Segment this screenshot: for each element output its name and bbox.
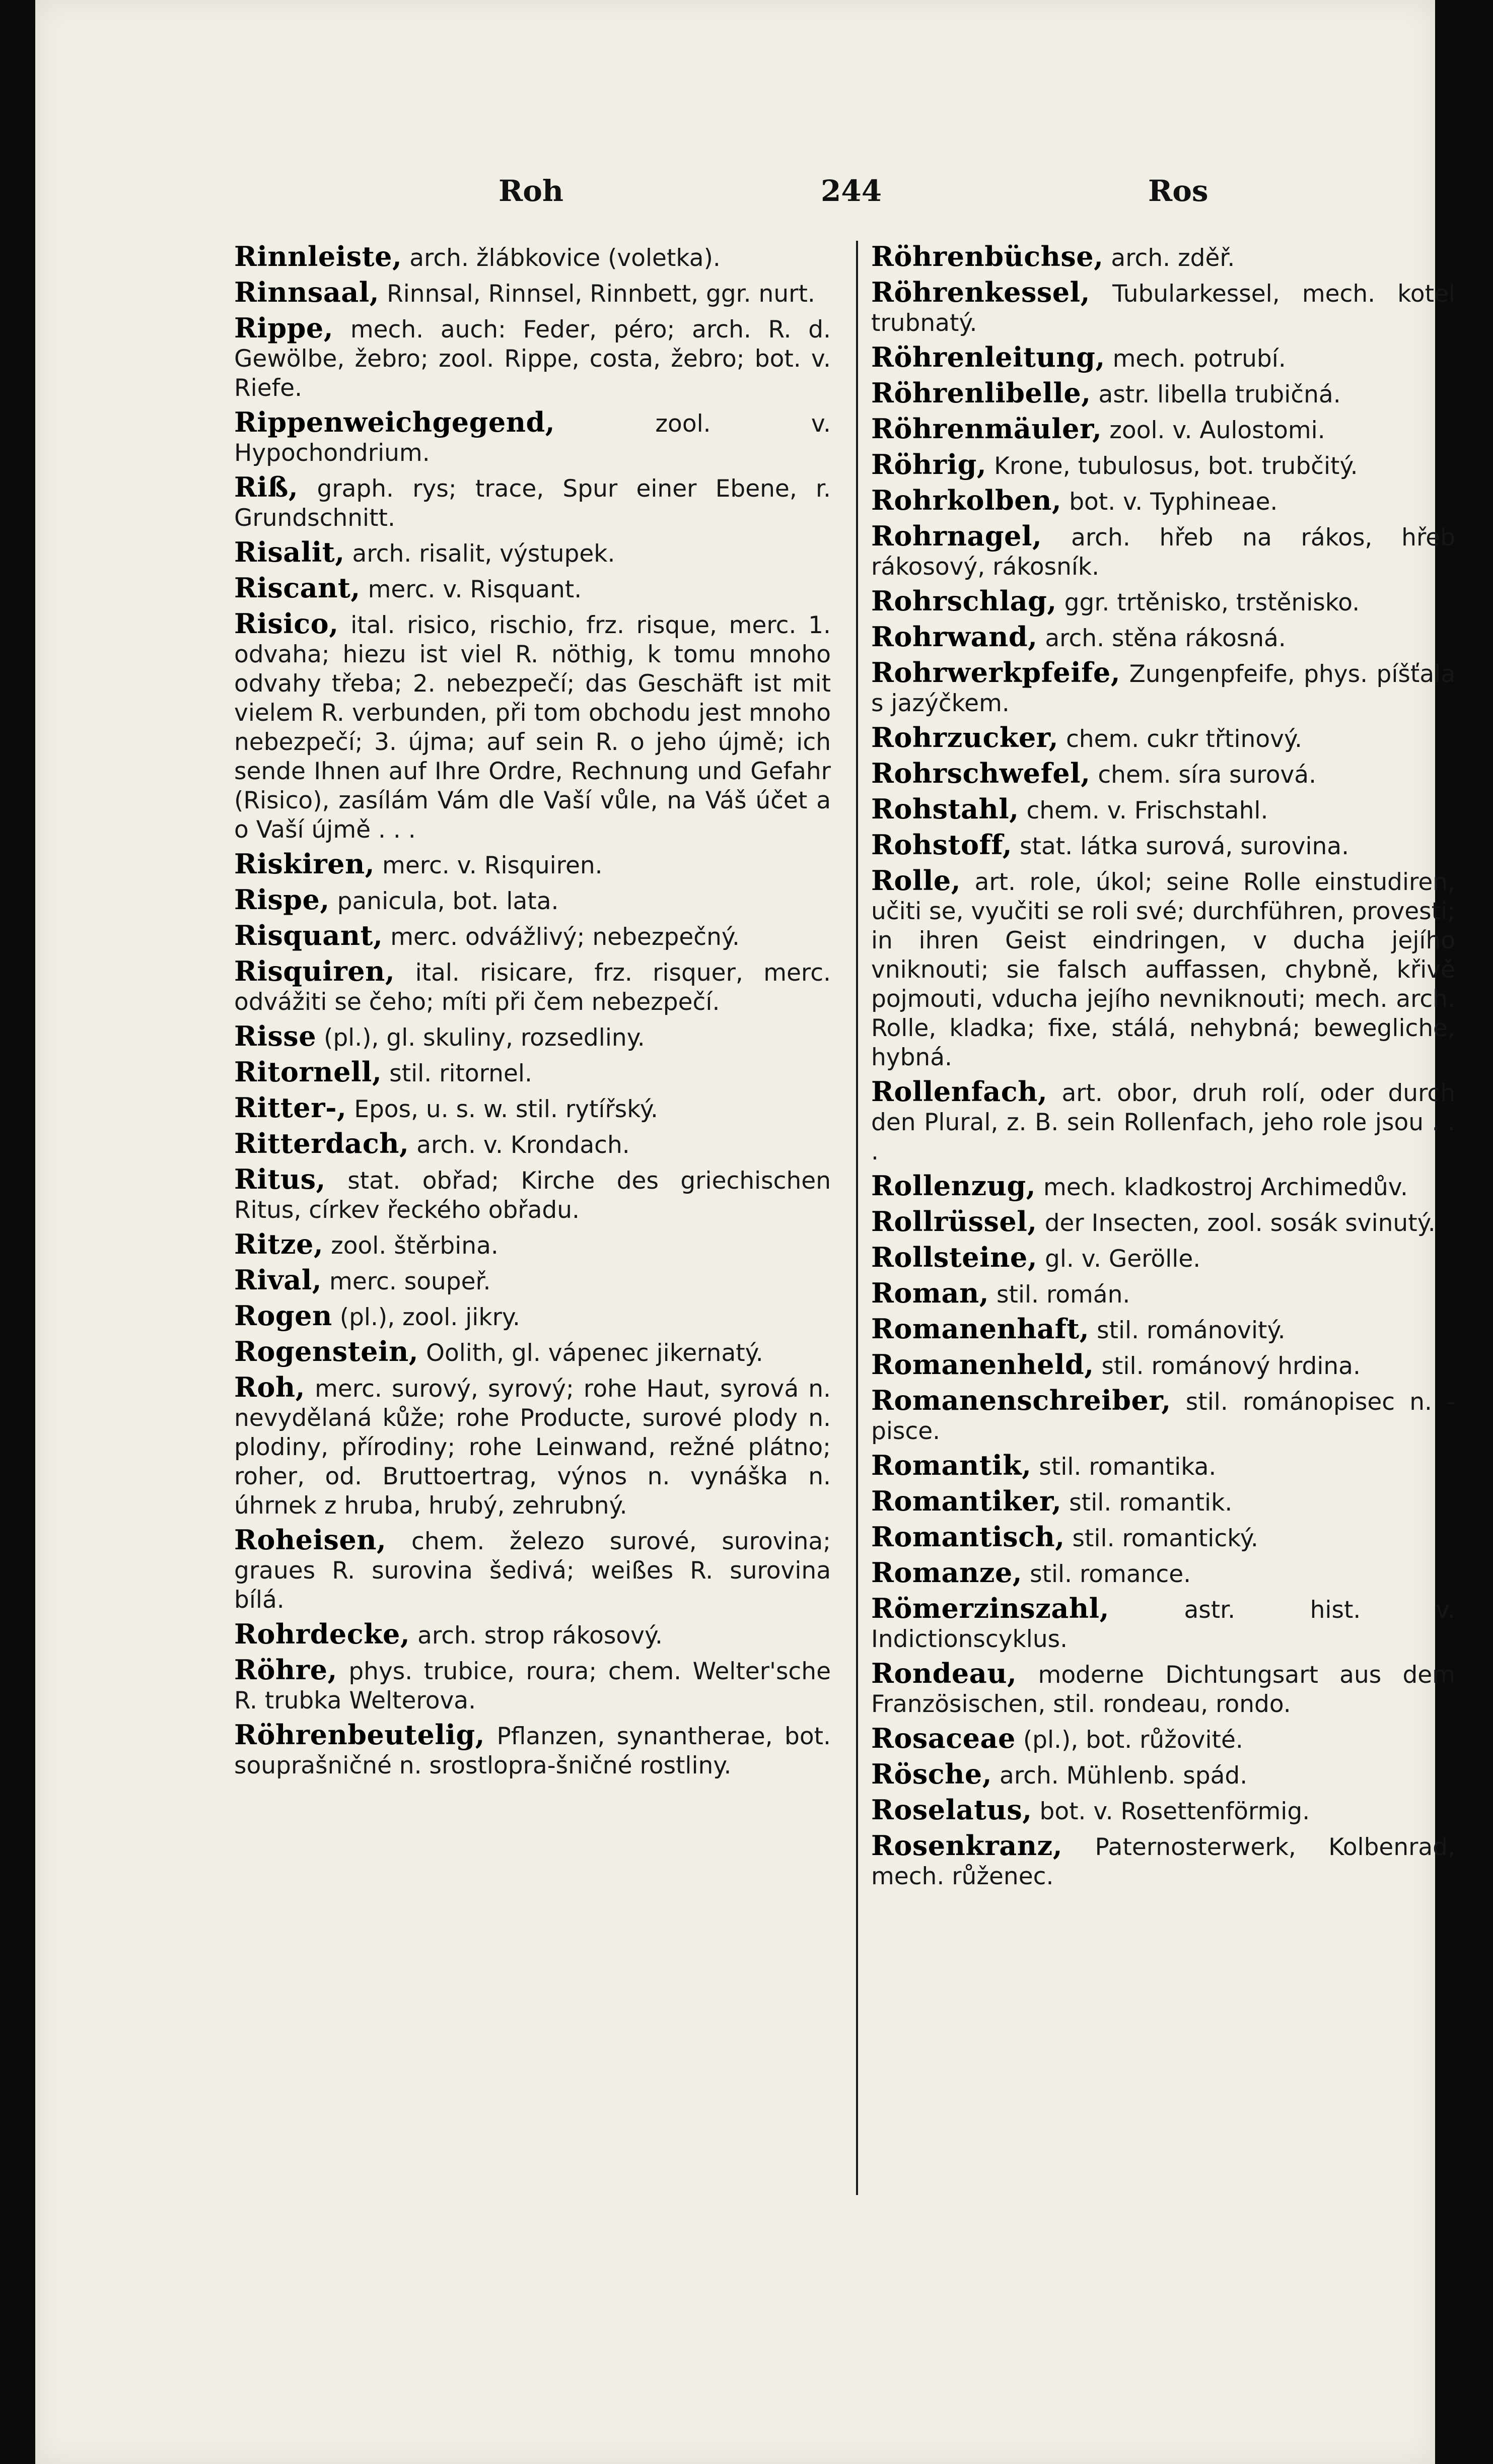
entry-definition: merc. odvážlivý; nebezpečný.	[390, 923, 740, 951]
dictionary-entry	[871, 723, 1455, 754]
entry-headword: Romantisch,	[871, 1521, 1065, 1553]
dictionary-entry	[871, 1831, 1455, 1891]
entry-headword: Rippenweichgegend,	[234, 406, 555, 438]
dictionary-entry	[871, 1171, 1455, 1202]
dictionary-entry	[871, 1759, 1455, 1791]
entry-headword: Roselatus,	[871, 1794, 1032, 1826]
dictionary-entry	[234, 609, 831, 845]
entry-headword: Romanenschreiber,	[871, 1384, 1171, 1416]
entry-headword: Risico,	[234, 607, 339, 640]
entry-definition: ggr. trtěnisko, trstěnisko.	[1064, 589, 1360, 617]
dictionary-entry	[234, 472, 831, 533]
entry-headword: Risalit,	[234, 536, 345, 568]
entry-headword: Römerzinszahl,	[871, 1592, 1109, 1624]
entry-headword: Rollrüssel,	[871, 1205, 1037, 1238]
entry-headword: Rosenkranz,	[871, 1829, 1062, 1862]
dictionary-entry	[234, 849, 831, 880]
dictionary-entry	[234, 1229, 831, 1261]
entry-headword: Ritter-,	[234, 1091, 347, 1124]
entry-definition: moderne Dichtungsart aus dem Französischen, stil. rondeau, rondo.	[871, 1661, 1455, 1718]
entry-headword: Röhrenbüchse,	[871, 240, 1104, 272]
entry-headword: Romanenhaft,	[871, 1313, 1090, 1345]
dictionary-entry	[871, 759, 1455, 790]
entry-definition: gl. v. Gerölle.	[1045, 1245, 1201, 1273]
entry-definition: chem. síra surová.	[1098, 761, 1317, 789]
entry-headword: Rispe,	[234, 883, 330, 916]
entry-headword: Rohstahl,	[871, 793, 1019, 825]
entry-definition: Tubularkessel, mech. kotel trubnatý.	[871, 280, 1455, 337]
entry-headword: Rohrnagel,	[871, 520, 1042, 552]
entry-definition: art. obor, druh rolí, oder durch den Plural, z. B. sein Rollenfach, jeho role jsou . . .	[871, 1079, 1455, 1166]
dictionary-entry	[871, 1314, 1455, 1345]
entry-headword: Ritornell,	[234, 1056, 382, 1088]
entry-headword: Risquiren,	[234, 955, 395, 987]
entry-headword: Rösche,	[871, 1758, 992, 1790]
entry-headword: Rippe,	[234, 312, 334, 344]
dictionary-entry	[234, 1337, 831, 1368]
left-column	[234, 242, 831, 1785]
dictionary-entry	[871, 1386, 1455, 1446]
entry-headword: Röhrenmäuler,	[871, 413, 1102, 445]
entry-headword: Roheisen,	[234, 1524, 387, 1556]
dictionary-entry	[234, 1720, 831, 1781]
header-left-guide-word: Roh	[499, 174, 564, 208]
dictionary-entry	[871, 343, 1455, 374]
entry-definition: bot. v. Rosettenförmig.	[1039, 1798, 1310, 1825]
entry-headword: Rollenzug,	[871, 1170, 1036, 1202]
entry-headword: Ritus,	[234, 1163, 326, 1195]
entry-definition: zool. v. Aulostomi.	[1109, 417, 1325, 444]
entry-definition: arch. hřeb na rákos, hřeb rákosový, rákosník.	[871, 524, 1455, 581]
dictionary-entry	[871, 1659, 1455, 1719]
dictionary-entry	[234, 1057, 831, 1088]
dictionary-entry	[871, 830, 1455, 861]
entry-definition: arch. risalit, výstupek.	[352, 540, 615, 568]
dictionary-entry	[871, 658, 1455, 718]
entry-definition: zool. v. Hypochondrium.	[234, 410, 831, 467]
entry-definition: astr. libella trubičná.	[1098, 381, 1341, 408]
entry-definition: stil. romantika.	[1039, 1453, 1217, 1481]
entry-headword: Romanenheld,	[871, 1348, 1094, 1381]
entry-definition: (pl.), bot. růžovité.	[1023, 1726, 1243, 1754]
entry-definition: Rinnsal, Rinnsel, Rinnbett, ggr. nurt.	[387, 280, 815, 308]
dictionary-entry	[234, 956, 831, 1017]
dictionary-entry	[234, 537, 831, 569]
entry-definition: stat. obřad; Kirche des griechischen Ritus, církev řeckého obřadu.	[234, 1167, 831, 1224]
entry-definition: arch. zděř.	[1111, 244, 1235, 272]
entry-headword: Rohrkolben,	[871, 484, 1062, 516]
entry-headword: Risquant,	[234, 919, 383, 951]
dictionary-entry	[871, 1795, 1455, 1826]
dictionary-entry	[234, 407, 831, 468]
entry-definition: Epos, u. s. w. stil. rytířský.	[354, 1096, 658, 1123]
entry-definition: Krone, tubulosus, bot. trubčitý.	[994, 452, 1358, 480]
dictionary-entry	[871, 1522, 1455, 1553]
entry-definition: stil. romantický.	[1072, 1525, 1258, 1552]
entry-definition: mech. kladkostroj Archimedův.	[1043, 1174, 1408, 1201]
entry-definition: stat. látka surová, surovina.	[1020, 833, 1349, 860]
dictionary-entry	[871, 866, 1455, 1072]
entry-definition: phys. trubice, roura; chem. Welter'sche R. trubka Welterova.	[234, 1658, 831, 1715]
entry-headword: Rohrschlag,	[871, 585, 1057, 617]
entry-definition: arch. strop rákosový.	[417, 1622, 663, 1650]
dictionary-entry	[234, 885, 831, 916]
dictionary-entry	[871, 486, 1455, 517]
entry-headword: Ritze,	[234, 1228, 324, 1260]
entry-definition: mech. potrubí.	[1112, 345, 1286, 373]
page-number: 244	[821, 174, 882, 208]
header-right-guide-word: Ros	[1148, 174, 1208, 208]
entry-definition: panicula, bot. lata.	[337, 887, 559, 915]
entry-definition: stil. ritornel.	[389, 1060, 532, 1087]
dictionary-entry	[234, 1093, 831, 1124]
dictionary-entry	[871, 242, 1455, 273]
right-column	[871, 242, 1455, 1896]
entry-definition: zool. štěrbina.	[331, 1232, 499, 1260]
entry-headword: Rinnsaal,	[234, 276, 380, 308]
dictionary-entry	[234, 1129, 831, 1160]
entry-definition: merc. soupeř.	[329, 1268, 491, 1295]
entry-headword: Romanze,	[871, 1556, 1023, 1589]
column-divider	[856, 241, 858, 2195]
entry-definition: stil. romantik.	[1069, 1489, 1233, 1517]
dictionary-page	[35, 0, 1455, 2464]
entry-definition: Paternosterwerk, Kolbenrad, mech. růženec.	[871, 1833, 1455, 1890]
entry-headword: Röhrenkessel,	[871, 276, 1090, 308]
running-header	[35, 174, 1435, 219]
dictionary-entry	[234, 1265, 831, 1296]
entry-headword: Rinnleiste,	[234, 240, 402, 272]
dictionary-entry	[871, 586, 1455, 618]
dictionary-entry	[871, 622, 1455, 653]
entry-definition: stil. romance.	[1030, 1560, 1191, 1588]
entry-headword: Röhre,	[234, 1654, 337, 1686]
dictionary-entry	[234, 1373, 831, 1521]
entry-definition: arch. stěna rákosná.	[1045, 625, 1286, 652]
entry-definition: Pflanzen, synantherae, bot. souprašničné n. srostlopra-šničné rostliny.	[234, 1723, 831, 1779]
dictionary-entry	[871, 1594, 1455, 1654]
dictionary-entry	[871, 378, 1455, 409]
entry-definition: stil. románopisec n. -pisce.	[871, 1388, 1455, 1445]
entry-headword: Riß,	[234, 471, 299, 503]
dictionary-entry	[871, 1558, 1455, 1589]
entry-headword: Rollenfach,	[871, 1075, 1048, 1108]
dictionary-entry	[234, 1165, 831, 1225]
entry-definition: chem. železo surové, surovina; graues R. surovina šedivá; weißes R. surovina bílá.	[234, 1528, 831, 1614]
entry-headword: Risse	[234, 1020, 317, 1052]
entry-headword: Rival,	[234, 1264, 322, 1296]
entry-headword: Rondeau,	[871, 1657, 1017, 1689]
entry-definition: stil. románový hrdina.	[1101, 1352, 1361, 1380]
entry-headword: Röhrenleitung,	[871, 341, 1105, 373]
dictionary-entry	[871, 1077, 1455, 1167]
entry-headword: Roh,	[234, 1371, 305, 1403]
entry-definition: (pl.), zool. jikry.	[339, 1304, 520, 1331]
entry-headword: Rohrzucker,	[871, 721, 1059, 754]
entry-definition: arch. žlábkovice (voletka).	[409, 244, 721, 272]
dictionary-entry	[871, 794, 1455, 826]
entry-definition: stil. románovitý.	[1097, 1317, 1286, 1344]
entry-definition: merc. v. Risquiren.	[382, 852, 603, 879]
entry-headword: Rollsteine,	[871, 1241, 1038, 1273]
entry-headword: Rohrschwefel,	[871, 757, 1091, 789]
entry-definition: merc. surový, syrový; rohe Haut, syrová n. nevydělaná kůže; rohe Producte, surové plody n. plodiny, přírodiny; rohe Leinwand, režné plátno; roher, od. Bruttoertrag, výnos n. vynáška n. úhrnek z hruba, hrubý, zehrubný.	[234, 1375, 831, 1520]
entry-headword: Röhrig,	[871, 448, 987, 481]
dictionary-entry	[871, 1350, 1455, 1381]
entry-definition: ital. risico, rischio, frz. risque, merc. 1. odvaha; hiezu ist viel R. nöthig, k tomu mnoho odvahy třeba; 2. nebezpečí; das Geschäft ist mit vielem R. verbunden, při tom obchodu jest mnoho nebezpečí; 3. újma; auf sein R. o jeho újmě; ich sende Ihnen auf Ihre Ordre, Rechnung und Gefahr (Risico), zasílám Vám dle Vaší vůle, na Váš účet a o Vaší újmě . . .	[234, 611, 831, 844]
entry-headword: Röhrenlibelle,	[871, 377, 1091, 409]
entry-definition: graph. rys; trace, Spur einer Ebene, r. Grundschnitt.	[234, 475, 831, 532]
entry-definition: Oolith, gl. vápenec jikernatý.	[426, 1339, 763, 1367]
entry-headword: Rohrdecke,	[234, 1618, 410, 1650]
dictionary-entry	[234, 1301, 831, 1332]
dictionary-entry	[234, 1655, 831, 1716]
entry-definition: mech. auch: Feder, péro; arch. R. d. Gewölbe, žebro; zool. Rippe, costa, žebro; bot. v. Riefe.	[234, 316, 831, 402]
dictionary-entry	[234, 1021, 831, 1053]
entry-headword: Rohrwerkpfeife,	[871, 656, 1121, 689]
entry-definition: chem. v. Frischstahl.	[1026, 797, 1268, 825]
entry-headword: Romantik,	[871, 1449, 1032, 1481]
dictionary-entry	[871, 1486, 1455, 1518]
dictionary-entry	[234, 573, 831, 604]
dictionary-entry	[234, 1619, 831, 1651]
dictionary-entry	[871, 414, 1455, 445]
entry-headword: Riscant,	[234, 572, 361, 604]
entry-definition: ital. risicare, frz. risquer, merc. odvážiti se čeho; míti při čem nebezpečí.	[234, 959, 831, 1016]
entry-definition: chem. cukr třtinový.	[1065, 725, 1302, 753]
dictionary-entry	[234, 921, 831, 952]
entry-definition: der Insecten, zool. sosák svinutý.	[1044, 1209, 1436, 1237]
entry-definition: merc. v. Risquant.	[368, 576, 582, 603]
entry-definition: arch. Mühlenb. spád.	[1000, 1762, 1248, 1790]
dictionary-entry	[234, 313, 831, 403]
entry-headword: Ritterdach,	[234, 1127, 409, 1159]
dictionary-entry	[234, 242, 831, 273]
dictionary-entry	[871, 1278, 1455, 1310]
entry-headword: Röhrenbeutelig,	[234, 1719, 485, 1751]
dictionary-entry	[871, 1207, 1455, 1238]
entry-headword: Rohrwand,	[871, 621, 1038, 653]
dictionary-entry	[871, 278, 1455, 338]
dictionary-entry	[234, 1525, 831, 1615]
entry-headword: Rohstoff,	[871, 829, 1013, 861]
entry-headword: Rolle,	[871, 864, 961, 897]
entry-headword: Rogenstein,	[234, 1335, 419, 1367]
entry-definition: stil. román.	[997, 1281, 1130, 1309]
entry-definition: astr. hist. v. Indictionscyklus.	[871, 1596, 1455, 1653]
dictionary-entry	[871, 1243, 1455, 1274]
entry-definition: arch. v. Krondach.	[416, 1131, 630, 1159]
dictionary-entry	[871, 1724, 1455, 1755]
entry-definition: Zungenpfeife, phys. píšťala s jazýčkem.	[871, 660, 1455, 717]
entry-headword: Rosaceae	[871, 1722, 1016, 1754]
entry-headword: Romantiker,	[871, 1485, 1062, 1517]
entry-definition: art. role, úkol; seine Rolle einstudiren, učiti se, vyučiti se roli své; durchführen, provesti; in ihren Geist eindringen, v ducha jejího vniknouti; sie falsch auffassen, chybně, křivě pojmouti, vducha jejího nevniknouti; mech. arch. Rolle, kladka; fixe, stálá, nehybná; bewegliche, hybná.	[871, 868, 1455, 1071]
entry-definition: bot. v. Typhineae.	[1069, 488, 1278, 516]
dictionary-entry	[871, 521, 1455, 582]
dictionary-entry	[871, 450, 1455, 481]
entry-definition: (pl.), gl. skuliny, rozsedliny.	[324, 1024, 645, 1052]
dictionary-entry	[234, 278, 831, 309]
entry-headword: Rogen	[234, 1299, 332, 1332]
entry-headword: Roman,	[871, 1277, 989, 1309]
entry-headword: Riskiren,	[234, 848, 375, 880]
dictionary-entry	[871, 1451, 1455, 1482]
